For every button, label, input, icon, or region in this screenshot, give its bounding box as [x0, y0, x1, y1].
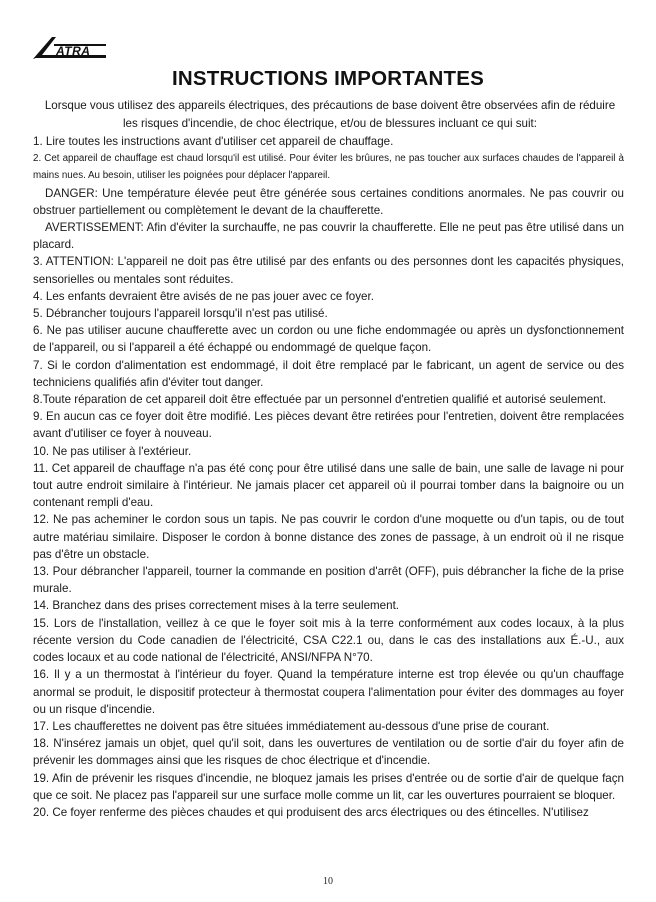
list-item: 6. Ne pas utiliser aucune chaufferette avec un cordon ou une fiche endommagée ou après un dysfonctionnement de l'appareil, ou si l'appareil a été échappé ou endommagé de quelque façon. [33, 324, 624, 355]
list-item: 15. Lors de l'installation, veillez à ce que le foyer soit mis à la terre conformément aux codes locaux, à la plus récente version du Code canadien de l'électricité, CSA C22.1 ou, dans le cas des installations aux É.-U., aux codes locaux et au code national de l'électricité, ANSI/NFPA N°70. [33, 616, 624, 665]
list-item: 17. Les chaufferettes ne doivent pas être situées immédiatement au-dessous d'une prise de courant. [33, 719, 550, 733]
list-item: 13. Pour débrancher l'appareil, tourner la commande en position d'arrêt (OFF), puis débrancher la fiche de la prise murale. [33, 565, 624, 596]
list-item: 3. ATTENTION: L'appareil ne doit pas être utilisé par des enfants ou des personnes dont les capacités physiques, sensorielles ou mentales sont réduites. [33, 255, 624, 286]
list-item: 5. Débrancher toujours l'appareil lorsqu'il n'est pas utilisé. [33, 307, 328, 321]
list-item: 10. Ne pas utiliser à l'extérieur. [33, 444, 192, 458]
list-item: 12. Ne pas acheminer le cordon sous un tapis. Ne pas couvrir le cordon d'une moquette ou d'un tapis, ou de tout autre matériau similaire. Disposer le cordon à bonne distance des zones de passage, à un endroit où il ne risque pas d'être un obstacle. [33, 513, 624, 561]
instructions-list [33, 133, 624, 821]
list-item: 11. Cet appareil de chauffage n'a pas été conç pour être utilisé dans une salle de bain, une salle de lavage ni pour tout autre endroit similaire à l'intérieur. Ne jamais placer cet appareil où il pourrai tomber dans la baignoire ou un contenant rempli d'eau. [33, 461, 624, 510]
list-item: 14. Branchez dans des prises correctement mises à la terre seulement. [33, 599, 400, 613]
page-title: INSTRUCTIONS IMPORTANTES [172, 67, 484, 90]
logo-text: ATRA [56, 44, 91, 58]
list-item: 8.Toute réparation de cet appareil doit être effectuée par un personnel d'entretien qualifié et autorisé seulement. [33, 393, 607, 407]
list-item: 16. Il y a un thermostat à l'intérieur du foyer. Quand la température interne est trop élevée ou qu'un chauffage anormal se produit, le dispositif protecteur à thermostat coupera l'alimentation pour éviter des dommages au foyer ou un risque d'incendie. [33, 668, 624, 716]
list-item: 18. N'insérez jamais un objet, quel qu'il soit, dans les ouvertures de ventilation ou de sortie d'air du foyer afin de prévenir les dommages ainsi que les risques de choc électrique et d'incendie. [33, 737, 624, 768]
warning-paragraph: AVERTISSEMENT: Afin d'éviter la surchauffe, ne pas couvrir la chaufferette. Elle ne peut pas être utilisé dans un placard. [33, 221, 624, 252]
page-number: 10 [323, 876, 333, 887]
brand-logo [32, 34, 108, 60]
danger-paragraph: DANGER: Une température élevée peut être générée sous certaines conditions anormales. Ne pas couvrir ou obstruer partiellement ou complètement le devant de la chaufferette. [33, 186, 624, 217]
list-item: 19. Afin de prévenir les risques d'incendie, ne bloquez jamais les prises d'entrée ou de sortie d'air de quelque façn que ce soit. Ne placez pas l'appareil sur une surface molle comme un lit, car les ouvertures pourraient se bloquer. [33, 771, 624, 802]
list-item: 2. Cet appareil de chauffage est chaud lorsqu'il est utilisé. Pour éviter les brûures, ne pas toucher aux surfaces chaudes de l'appareil à mains nues. Au besoin, utiliser les poignées pour déplacer l'appareil. [33, 153, 624, 182]
list-item: 7. Si le cordon d'alimentation est endommagé, il doit être remplacé par le fabricant, un agent de service ou des techniciens qualifiés afin d'éviter tout danger. [33, 358, 624, 389]
list-item: 4. Les enfants devraient être avisés de ne pas jouer avec ce foyer. [33, 289, 374, 303]
intro-paragraph: Lorsque vous utilisez des appareils électriques, des précautions de base doivent être observées afin de réduire les risques d'incendie, de choc électrique, et/ou de blessures incluant ce qui suit: [44, 99, 616, 130]
list-item: 9. En aucun cas ce foyer doit être modifié. Les pièces devant être retirées pour l'entretien, doivent être remplacées avant d'utiliser ce foyer à nouveau. [33, 410, 624, 441]
list-item: 20. Ce foyer renferme des pièces chaudes et qui produisent des arcs électriques ou des étincelles. N'utilisez [33, 805, 589, 819]
list-item: 1. Lire toutes les instructions avant d'utiliser cet appareil de chauffage. [33, 135, 394, 148]
